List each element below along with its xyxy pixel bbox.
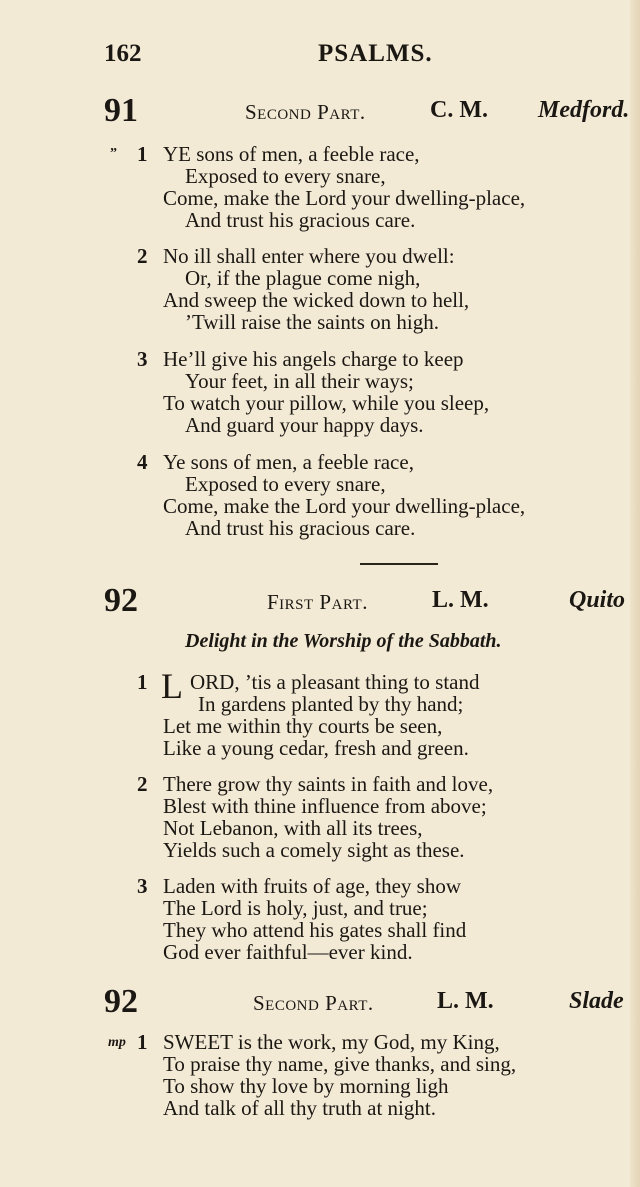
verse-line: ORD, ’tis a pleasant thing to stand (190, 670, 480, 694)
verse-number: 2 (137, 772, 148, 796)
verse-line: The Lord is holy, just, and true; (163, 896, 428, 920)
verse-line: Yields such a comely sight as these. (163, 838, 465, 862)
hymn-tune: Quito (569, 587, 626, 613)
verse-number: 1 (137, 142, 148, 166)
dynamic-mark: mp (108, 1035, 126, 1050)
verse-line: Your feet, in all their ways; (185, 369, 414, 393)
verse-number: 1 (137, 1030, 148, 1054)
verse-line: Or, if the plague come nigh, (185, 266, 421, 290)
verse-line: Exposed to every snare, (185, 472, 386, 496)
page-number: 162 (104, 40, 142, 67)
hymn-part: Second Part. (245, 100, 366, 124)
section-divider (360, 563, 438, 565)
verse-line: God ever faithful—ever kind. (163, 940, 413, 964)
hymn-tune: Slade (569, 988, 624, 1014)
verse-number: 2 (137, 244, 148, 268)
running-title: PSALMS. (318, 40, 433, 67)
verse-line: To watch your pillow, while you sleep, (163, 391, 490, 415)
verse-line: ’Twill raise the saints on high. (185, 310, 439, 334)
hymn-meter: C. M. (430, 97, 488, 123)
verse-line: To praise thy name, give thanks, and sing, (163, 1052, 517, 1076)
verse-number: 1 (137, 670, 148, 694)
verse-line: He’ll give his angels charge to keep (163, 347, 464, 371)
hymn-part: Second Part. (253, 991, 374, 1015)
verse-number: 4 (137, 450, 148, 474)
verse-line: Laden with fruits of age, they show (163, 874, 462, 898)
hymn-part: First Part. (267, 590, 368, 614)
verse-line: And trust his gracious care. (185, 208, 416, 232)
verse-line: SWEET is the work, my God, my King, (163, 1030, 500, 1054)
drop-cap: L (161, 666, 183, 706)
verse-line: To show thy love by morning ligh (163, 1074, 449, 1098)
page-edge (630, 0, 640, 1187)
verse-line: Come, make the Lord your dwelling-place, (163, 186, 526, 210)
verse-line: Ye sons of men, a feeble race, (163, 450, 414, 474)
verse-line: In gardens planted by thy hand; (198, 692, 464, 716)
verse-line: Let me within thy courts be seen, (163, 714, 443, 738)
verse-line: Like a young cedar, fresh and green. (163, 736, 469, 760)
verse-number: 3 (137, 874, 148, 898)
verse-line: And talk of all thy truth at night. (163, 1096, 436, 1120)
hymn-subtitle: Delight in the Worship of the Sabbath. (185, 630, 502, 652)
hymn-number: 91 (104, 92, 138, 129)
verse-line: They who attend his gates shall find (163, 918, 467, 942)
verse-line: Come, make the Lord your dwelling-place, (163, 494, 526, 518)
verse-line: No ill shall enter where you dwell: (163, 244, 455, 268)
hymn-meter: L. M. (432, 587, 489, 613)
verse-line: Exposed to every snare, (185, 164, 386, 188)
hymn-tune: Medford. (538, 97, 630, 123)
verse-number: 3 (137, 347, 148, 371)
dynamic-mark: ” (110, 146, 117, 161)
verse-line: And sweep the wicked down to hell, (163, 288, 470, 312)
verse-line: Not Lebanon, with all its trees, (163, 816, 423, 840)
hymn-meter: L. M. (437, 988, 494, 1014)
verse-line: There grow thy saints in faith and love, (163, 772, 494, 796)
verse-line: YE sons of men, a feeble race, (163, 142, 420, 166)
hymn-number: 92 (104, 983, 138, 1020)
verse-line: Blest with thine influence from above; (163, 794, 487, 818)
verse-line: And trust his gracious care. (185, 516, 416, 540)
verse-line: And guard your happy days. (185, 413, 424, 437)
hymn-number: 92 (104, 582, 138, 619)
